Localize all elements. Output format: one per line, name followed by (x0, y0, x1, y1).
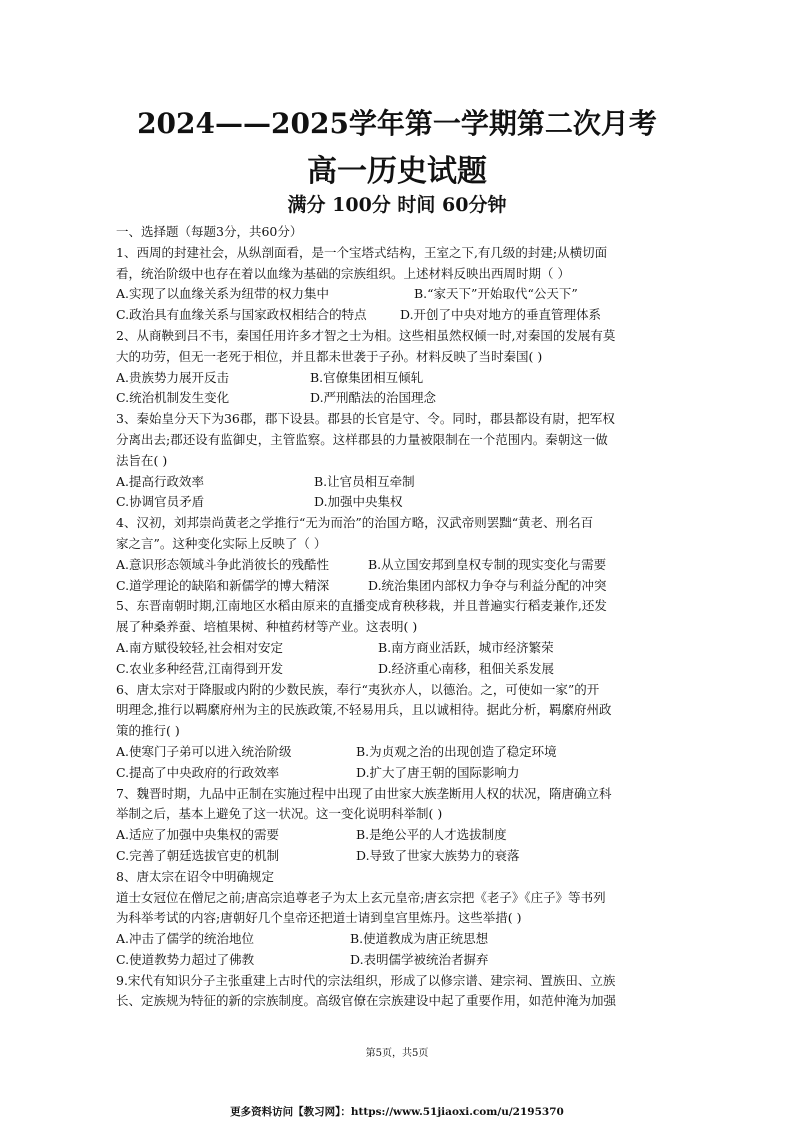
exam-info: 满分 100分 时间 60分钟 (287, 194, 507, 216)
question-8 (116, 867, 682, 971)
option-d: D.统治集团内部权力争夺与利益分配的冲突 (368, 577, 607, 593)
option-c: C.道学理论的缺陷和新儒学的博大精深 (116, 577, 330, 593)
options-row (116, 742, 682, 763)
page-number: 第5页，共5页 (365, 1048, 429, 1059)
option-b: B.使道教成为唐正统思想 (350, 931, 489, 947)
options-row (116, 388, 682, 409)
question-4 (116, 513, 682, 596)
question-text: 6、唐太宗对于降服或内附的少数民族，奉行“夷狄亦人，以德治。之，可使如一家”的开 (116, 681, 600, 697)
option-b: B.从立国安邦到皇权专制的现实变化与需要 (368, 556, 607, 572)
option-d: D.扩大了唐王朝的国际影响力 (356, 764, 520, 780)
option-b: B.“家天下”开始取代“公天下” (414, 286, 578, 302)
option-c: C.协调官员矛盾 (116, 494, 205, 510)
option-d: D.加强中央集权 (314, 494, 403, 510)
exam-subtitle: 高一历史试题 (307, 154, 487, 189)
option-d: D.导致了世家大族势力的衰落 (356, 847, 520, 863)
question-3 (116, 409, 682, 513)
question-text: 8、唐太宗在诏令中明确规定 (116, 868, 274, 884)
option-c: C.政治具有血缘关系与国家政权相结合的特点 (116, 307, 367, 323)
option-a: A.提高行政效率 (116, 473, 205, 489)
question-text: 明理念,推行以羁縻府州为主的民族政策,不轻易用兵，且以诚相待。据此分析，羁縻府州政 (116, 702, 612, 718)
question-text: 2、从商鞅到吕不韦，秦国任用许多才智之士为相。这些相虽然权倾一时,对秦国的发展有莫 (116, 327, 616, 343)
option-a: A.使寒门子弟可以进入统治阶级 (116, 743, 292, 759)
options-row (116, 576, 682, 597)
options-row (116, 472, 682, 493)
option-b: B.是绝公平的人才选拔制度 (356, 827, 507, 843)
option-a: A.实现了以血缘关系为纽带的权力集中 (116, 286, 330, 302)
question-2 (116, 326, 682, 409)
question-text: 大的功劳，但无一老死于相位，并且都未世袭于子孙。材料反映了当时秦国( ) (116, 348, 543, 364)
options-row (116, 284, 682, 305)
question-text: 4、汉初，刘邦崇尚黄老之学推行“无为而治”的治国方略，汉武帝则罢黜“黄老、刑名百 (116, 515, 594, 531)
question-7 (116, 784, 682, 867)
options-row (116, 659, 682, 680)
option-c: C.完善了朝廷选拔官吏的机制 (116, 847, 280, 863)
question-text: 家之言”。这种变化实际上反映了（ ） (116, 535, 327, 551)
option-d: D.开创了中央对地方的垂直管理体系 (400, 307, 602, 323)
question-text: 策的推行( ) (116, 723, 180, 739)
question-text: 举制之后，基本上避免了这一状况。这一变化说明科举制( ) (116, 806, 443, 822)
option-b: B.官僚集团相互倾轧 (310, 369, 424, 385)
option-b: B.为贞观之治的出现创造了稳定环境 (356, 743, 557, 759)
option-c: C.统治机制发生变化 (116, 390, 230, 406)
section-heading: 一、选择题（每题3分，共60分） (116, 224, 303, 239)
option-a: A.贵族势力展开反击 (116, 369, 230, 385)
question-text: 道士女冠位在僧尼之前;唐高宗追尊老子为太上玄元皇帝;唐玄宗把《老子》《庄子》等书列 (116, 889, 606, 905)
question-5 (116, 596, 682, 679)
resource-link[interactable]: 更多资料访问【教习网】：https://www.51jiaoxi.com/u/2195370 (230, 1106, 564, 1118)
options-row (116, 929, 682, 950)
options-row (116, 368, 682, 389)
option-b: B.让官员相互牵制 (314, 473, 415, 489)
option-d: D.严刑酷法的治国理念 (310, 390, 437, 406)
option-b: B.南方商业活跃，城市经济繁荣 (378, 639, 554, 655)
option-c: C.使道教势力超过了佛教 (116, 951, 255, 967)
question-6 (116, 680, 682, 784)
question-text: 展了种桑养蚕、培植果树、种植药材等产业。这表明( ) (116, 619, 418, 635)
option-d: D.表明儒学被统治者摒弃 (350, 951, 489, 967)
option-d: D.经济重心南移，租佃关系发展 (378, 660, 555, 676)
options-row (116, 555, 682, 576)
exam-title: 2024——2025学年第一学期第二次月考 (137, 107, 657, 140)
question-text: 5、东晋南朝时期,江南地区水稻由原来的直播变成育秧移栽，并且普遍实行稻麦兼作,还发 (116, 598, 607, 614)
question-text: 为科举考试的内容;唐朝好几个皇帝还把道士请到皇宫里炼丹。这些举措( ) (116, 910, 522, 926)
option-c: C.农业多种经营,江南得到开发 (116, 660, 284, 676)
option-c: C.提高了中央政府的行政效率 (116, 764, 280, 780)
question-text: 长、定族规为特征的新的宗族制度。高级官僚在宗族建设中起了重要作用，如范仲淹为加强 (116, 993, 617, 1009)
question-text: 分离出去;郡还设有监御史，主管监察。这样郡县的力量被限制在一个范围内。秦朝这一做 (116, 431, 608, 447)
question-text: 看，统治阶级中也存在着以血缘为基础的宗族组织。上述材料反映出西周时期（ ） (116, 265, 570, 281)
options-row (116, 825, 682, 846)
question-text: 3、秦始皇分天下为36郡，郡下设县。郡县的长官是守、令。同时，郡县都设有尉，把军权 (116, 411, 615, 427)
options-row (116, 492, 682, 513)
question-1 (116, 243, 682, 326)
option-a: A.意识形态领域斗争此消彼长的残酷性 (116, 556, 330, 572)
question-list (116, 222, 682, 1012)
question-9 (116, 971, 682, 1013)
question-text: 法旨在( ) (116, 452, 168, 468)
option-a: A.南方赋役较轻,社会相对安定 (116, 639, 283, 655)
options-row (116, 846, 682, 867)
options-row (116, 638, 682, 659)
options-row (116, 950, 682, 971)
option-a: A.冲击了儒学的统治地位 (116, 931, 255, 947)
question-text: 1、西周的封建社会，从纵剖面看，是一个宝塔式结构，王室之下,有几级的封建;从横切面 (116, 244, 608, 260)
question-text: 9.宋代有知识分子主张重建上古时代的宗法组织，形成了以修宗谱、建宗祠、置族田、立族 (116, 972, 616, 988)
options-row (116, 763, 682, 784)
question-text: 7、魏晋时期，九品中正制在实施过程中出现了由世家大族垄断用人权的状况，隋唐确立科 (116, 785, 612, 801)
options-row (116, 305, 682, 326)
option-a: A.适应了加强中央集权的需要 (116, 827, 280, 843)
